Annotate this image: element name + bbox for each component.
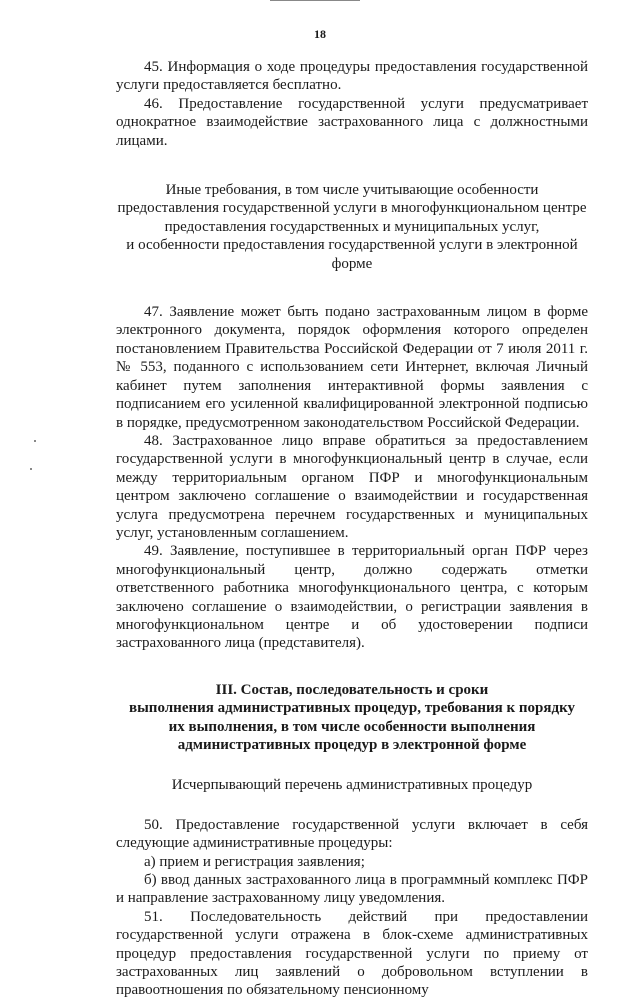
section-heading-line: их выполнения, в том числе особенности выполнения [168,718,536,735]
heading-line: предоставления государственных и муниципальных услуг, [164,218,540,235]
scan-mark-left [34,440,36,442]
section-heading-line: выполнения административных процедур, требования к порядку [129,700,575,717]
heading-line: и особенности предоставления государственной услуги в электронной форме [126,237,578,272]
paragraphs-mid [116,303,588,653]
paragraph-47: 47. Заявление может быть подано застрахованным лицом в форме электронного документа, порядок оформления которого определен постановлением Правительства Российской Федерации от 7 июля 2011 г. № 553, поданного с использованием сети Интернет, включая Личный кабинет путем заполнения интерактивной формы заявления с подписанием его усиленной квалифицированной электронной подписью в порядке, предусмотренном законодательством Российской Федерации. [116,304,588,431]
scan-mark-top [270,0,360,1]
subheading: Исчерпывающий перечень административных процедур [171,777,533,794]
requirements-heading [116,181,588,273]
paragraph-48: 48. Застрахованное лицо вправе обратиться за предоставлением государственной услуги в многофункциональный центр в случае, если между территориальным органом ПФР и многофункциональным центром заключено соглашение о взаимодействии и государственная услуга предусмотрена перечнем государственных и муниципальных услуг, установленным соглашением. [116,432,588,541]
paragraph-50: 50. Предоставление государственной услуги включает в себя следующие административные процедуры: [116,816,588,852]
paragraph-51: 51. Последовательность действий при предоставлении государственной услуги отражена в блок-схеме административных процедур предоставления государственной услуги по приему от застрахованных лиц заявлений о добровольном вступлении в правоотношения по обязательному пенсионному [116,908,588,999]
scan-mark-left [30,468,32,470]
list-item-a: а) прием и регистрация заявления; [144,853,365,870]
paragraph-45: 45. Информация о ходе процедуры предоставления государственной услуги предоставляется бесплатно. [116,59,588,94]
heading-line: Иные требования, в том числе учитывающие особенности [165,182,539,199]
section-heading-line: III. Состав, последовательность и сроки [215,681,489,698]
section-heading [116,681,588,755]
paragraphs-top [116,58,588,150]
paragraph-49: 49. Заявление, поступившее в территориальный орган ПФР через многофункциональный центр, должно содержать отметки ответственного работника многофункционального центра, с которым заключено соглашение о взаимодействии, о регистрации заявления в многофункциональном центре и об удостоверении подписи застрахованного лица (представителя). [116,543,588,652]
list-item-b: б) ввод данных застрахованного лица в программный комплекс ПФР и направление застрахованному лицу уведомления. [116,872,588,907]
paragraphs-bottom [116,816,588,1000]
paragraph-46: 46. Предоставление государственной услуги предусматривает однократное взаимодействие застрахованного лица с должностными лицами. [116,95,588,149]
heading-line: предоставления государственной услуги в многофункциональном центре [117,200,587,217]
page-number: 18 [314,27,326,41]
document-body [116,58,588,1000]
section-heading-line: административных процедур в электронной форме [177,737,527,753]
